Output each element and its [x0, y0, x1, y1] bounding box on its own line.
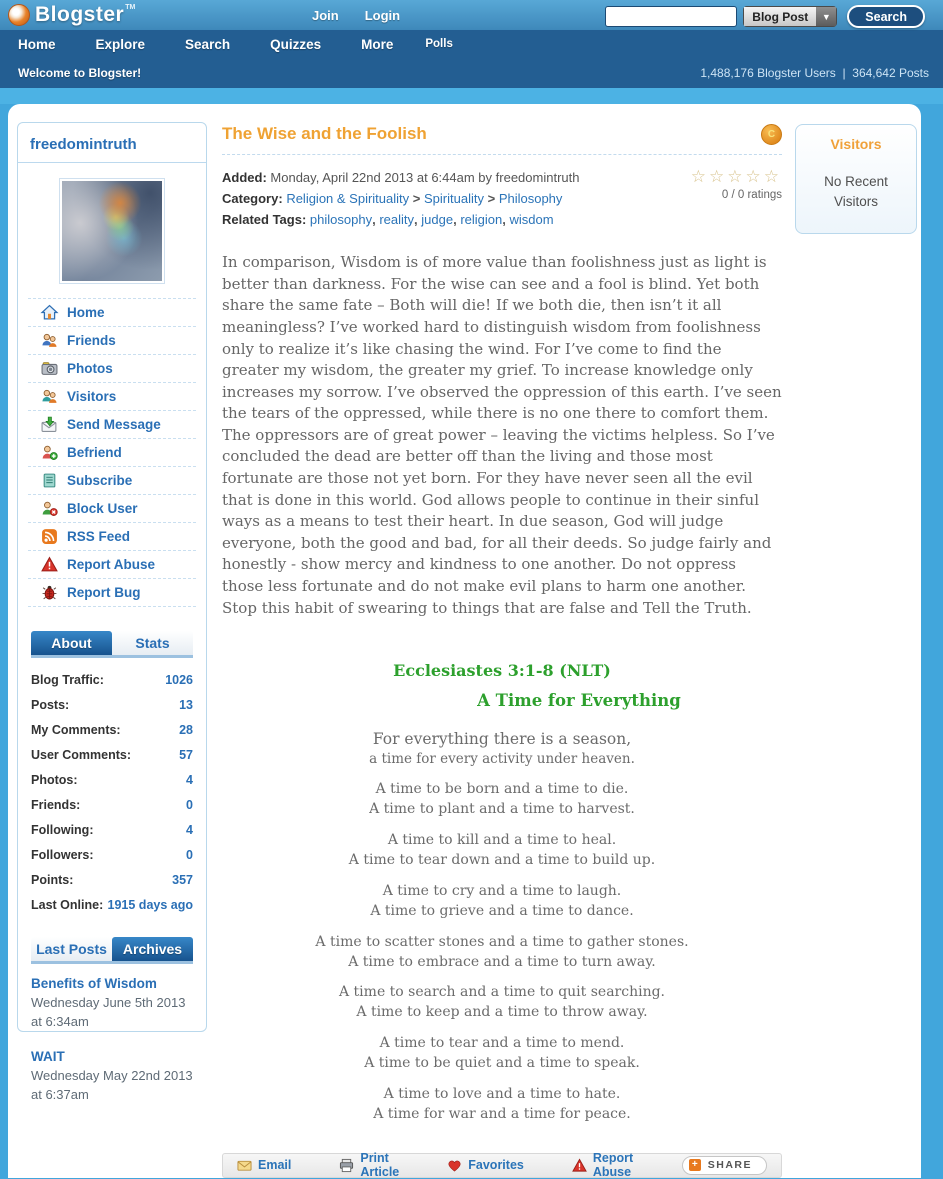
stat-label: Followers:: [31, 847, 94, 862]
sidebar-item-subscribe[interactable]: [28, 467, 196, 495]
heart-icon: [447, 1158, 462, 1173]
sidebar-item-friends[interactable]: [28, 327, 196, 355]
stat-label: Photos:: [31, 772, 78, 787]
poem-line: A time to be quiet and a time to speak.: [364, 1055, 640, 1072]
stat-label: Points:: [31, 872, 74, 887]
list-item: [31, 1049, 193, 1105]
report-abuse-icon: [572, 1158, 587, 1173]
blogster-logo-text: Blogster: [35, 3, 125, 26]
list-item: [31, 976, 193, 1032]
nav-polls[interactable]: Polls: [425, 38, 453, 50]
stat-row-photos: [31, 767, 193, 792]
sidebar-item-visitors[interactable]: [28, 383, 196, 411]
poem-stanza: [222, 933, 782, 973]
printer-icon: [339, 1158, 354, 1173]
site-stats: [700, 66, 929, 80]
stat-row-posts: [31, 692, 193, 717]
stat-label: Following:: [31, 822, 94, 837]
post-action-bar: [222, 1153, 782, 1178]
category-link[interactable]: Religion & Spirituality: [286, 191, 410, 207]
visitors-icon: [41, 388, 58, 405]
poem-line: A time for war and a time for peace.: [373, 1105, 631, 1122]
sidebar-item-label: Block User: [67, 501, 138, 516]
tag-separator: ,: [502, 212, 506, 228]
nav-quizzes[interactable]: Quizzes: [270, 36, 322, 52]
poem-line: A time to cry and a time to laugh.: [382, 882, 622, 899]
post-meta: [222, 167, 782, 230]
sidebar-item-label: Friends: [67, 333, 116, 348]
sidebar-item-send-message[interactable]: [28, 411, 196, 439]
report-abuse-icon: [41, 556, 58, 573]
sidebar-item-label: Photos: [67, 361, 113, 376]
added-line: [222, 167, 579, 188]
poem-line: A time to search and a time to quit searching.: [339, 984, 665, 1001]
stat-value: 0: [186, 847, 193, 862]
stat-value: 4: [186, 772, 193, 787]
stat-value: 1026: [165, 672, 193, 687]
tag-link[interactable]: reality: [379, 212, 414, 228]
search-input[interactable]: [605, 6, 737, 27]
last-posts-list: [31, 976, 193, 1104]
stat-value: 57: [179, 747, 193, 762]
tag-link[interactable]: wisdom: [509, 212, 554, 228]
stat-value: 0: [186, 797, 193, 812]
rating-box: [691, 167, 782, 230]
nav-row: [0, 30, 943, 58]
report-bug-icon: [41, 584, 58, 601]
sidebar-item-label: Report Bug: [67, 585, 141, 600]
stat-label: Friends:: [31, 797, 81, 812]
scripture-subheading: A Time for Everything: [477, 691, 681, 711]
sidebar-item-label: Befriend: [67, 445, 122, 460]
chevron-down-icon[interactable]: ▼: [816, 7, 836, 26]
poem-line: A time to keep and a time to throw away.: [356, 1004, 648, 1021]
category-link[interactable]: Philosophy: [498, 191, 563, 207]
poem-line: A time to embrace and a time to turn away.: [348, 953, 656, 970]
tag-link[interactable]: judge: [421, 212, 454, 228]
header-accent-strip: [0, 88, 943, 104]
tab-stats[interactable]: Stats: [112, 631, 193, 655]
poem-line: For everything there is a season,: [372, 730, 632, 749]
blogster-logo-icon: [8, 4, 30, 26]
last-post-title[interactable]: Benefits of Wisdom: [31, 976, 157, 991]
stat-label: My Comments:: [31, 722, 121, 737]
welcome-message: Welcome to Blogster!: [18, 66, 142, 80]
last-post-title[interactable]: WAIT: [31, 1048, 65, 1064]
post-meta-lines: [222, 167, 579, 230]
star-icon[interactable]: ☆: [690, 167, 709, 186]
nav-explore[interactable]: Explore: [95, 36, 146, 52]
stat-value: 4: [186, 822, 193, 837]
sidebar-item-label: Visitors: [67, 389, 117, 404]
trademark-label: TM: [125, 4, 136, 11]
sidebar-item-label: Home: [67, 305, 105, 320]
poem-line: A time to tear and a time to mend.: [379, 1035, 625, 1052]
post-title-row: [222, 124, 782, 155]
poem-line: A time to tear down and a time to build up.: [348, 852, 656, 869]
blog-post-main: [222, 122, 782, 1178]
share-label: SHARE: [707, 1159, 752, 1172]
blogster-logo[interactable]: [0, 2, 135, 28]
tab-archives[interactable]: Archives: [112, 937, 193, 961]
stat-label: Blog Traffic:: [31, 672, 104, 687]
home-icon: [41, 304, 58, 321]
category-separator: >: [412, 191, 421, 207]
poem-stanza: [222, 1034, 782, 1074]
rss-icon: [41, 528, 58, 545]
comments-badge-icon[interactable]: C: [761, 124, 782, 145]
star-icon[interactable]: ☆: [763, 167, 782, 186]
poem-line: A time to scatter stones and a time to gather stones.: [315, 933, 689, 950]
nav-more[interactable]: More: [361, 36, 394, 52]
stat-label: Last Online:: [31, 897, 104, 912]
stat-row-points: [31, 867, 193, 892]
nav-search[interactable]: Search: [185, 36, 231, 52]
scripture-heading: Ecclesiastes 3:1-8 (NLT): [393, 661, 611, 681]
tag-link[interactable]: philosophy: [309, 212, 373, 228]
poem-stanza: [222, 780, 782, 820]
stat-label: Posts:: [31, 697, 70, 712]
poem-line: a time for every activity under heaven.: [369, 751, 635, 768]
profile-username: freedomintruth: [18, 123, 206, 163]
email-button[interactable]: [237, 1158, 291, 1173]
tab-about[interactable]: About: [31, 631, 112, 655]
share-button[interactable]: [682, 1156, 767, 1175]
tag-separator: ,: [414, 212, 418, 228]
site-stats-separator: |: [842, 66, 846, 80]
right-column: [782, 122, 917, 1178]
poem-stanza: [222, 831, 782, 871]
subscribe-icon: [41, 472, 58, 489]
tag-link[interactable]: religion: [460, 212, 503, 228]
rating-stars[interactable]: [691, 167, 782, 187]
avatar-frame: [59, 178, 165, 284]
header-search-controls: [605, 5, 925, 28]
photos-icon: [41, 360, 58, 377]
auth-links: [312, 0, 400, 30]
star-icon[interactable]: ☆: [727, 167, 746, 186]
added-value: Monday, April 22nd 2013 at 6:44am by freedomintruth: [270, 170, 580, 185]
report-abuse-label: Report Abuse: [592, 1151, 634, 1179]
search-button[interactable]: Search: [847, 5, 925, 28]
sidebar-item-label: RSS Feed: [67, 529, 131, 544]
favorites-label: Favorites: [468, 1158, 524, 1173]
stat-row-following: [31, 817, 193, 842]
stat-value: 28: [179, 722, 193, 737]
stat-row-friends: [31, 792, 193, 817]
befriend-icon: [41, 444, 58, 461]
category-link[interactable]: Spirituality: [424, 191, 484, 207]
stat-row-blog-traffic: [31, 667, 193, 692]
page-title: The Wise and the Foolish: [222, 124, 427, 143]
poem-stanza: [222, 882, 782, 922]
category-separator: >: [487, 191, 496, 207]
sidebar-item-label: Send Message: [67, 417, 161, 432]
stat-value: 357: [172, 872, 193, 887]
tags-line: [222, 209, 579, 230]
join-link[interactable]: Join: [312, 7, 339, 23]
share-plus-icon: +: [689, 1159, 701, 1171]
sidebar-item-home[interactable]: [28, 298, 196, 327]
poem-line: A time to kill and a time to heal.: [387, 832, 617, 849]
sidebar-item-report-abuse[interactable]: [28, 551, 196, 579]
email-icon: [237, 1158, 252, 1173]
profile-sidebar: [17, 122, 207, 1102]
favorites-button[interactable]: [447, 1158, 524, 1173]
poem-stanza: [222, 728, 782, 769]
avatar[interactable]: [62, 181, 162, 281]
profile-menu: [18, 298, 206, 611]
friends-icon: [41, 332, 58, 349]
star-icon[interactable]: ☆: [709, 167, 728, 186]
poem-stanza: [222, 1085, 782, 1125]
poem-line: A time to plant and a time to harvest.: [369, 801, 635, 818]
stat-row-followers: [31, 842, 193, 867]
tag-separator: ,: [372, 212, 376, 228]
sidebar-item-label: Report Abuse: [67, 557, 156, 572]
sidebar-item-rss-feed[interactable]: [28, 523, 196, 551]
added-label: Added:: [222, 170, 267, 185]
stat-value: 1915 days ago: [107, 897, 193, 912]
tags-label: Related Tags:: [222, 212, 307, 228]
visitors-empty-message: No Recent Visitors: [824, 174, 888, 210]
sidebar-item-befriend[interactable]: [28, 439, 196, 467]
nav-home[interactable]: Home: [18, 36, 56, 52]
search-category-value: Blog Post: [744, 7, 816, 26]
stat-label: User Comments:: [31, 747, 132, 762]
category-line: [222, 188, 579, 209]
posts-archives-tabs: [31, 937, 193, 964]
category-label: Category:: [222, 191, 283, 207]
stat-row-my-comments: [31, 717, 193, 742]
poem-line: A time to grieve and a time to dance.: [370, 902, 634, 919]
blog-stats-table: [31, 667, 193, 917]
search-category-dropdown[interactable]: [743, 6, 837, 27]
email-label: Email: [258, 1158, 292, 1173]
site-users-count: 1,488,176 Blogster Users: [700, 66, 836, 80]
sidebar-item-report-bug[interactable]: [28, 579, 196, 607]
site-posts-count: 364,642 Posts: [852, 66, 929, 80]
content-area: [8, 104, 921, 1178]
stat-value: 13: [179, 697, 193, 712]
stat-row-user-comments: [31, 742, 193, 767]
send-message-icon: [41, 416, 58, 433]
report-abuse-button[interactable]: [572, 1151, 634, 1179]
poem: [222, 728, 782, 1124]
tag-separator: ,: [453, 212, 457, 228]
stat-row-last-online: [31, 892, 193, 917]
star-icon[interactable]: ☆: [745, 167, 764, 186]
print-article-button[interactable]: [339, 1151, 399, 1179]
poem-stanza: [222, 983, 782, 1023]
visitors-box: [795, 124, 917, 234]
last-post-date: Wednesday June 5th 2013 at 6:34am: [31, 995, 186, 1029]
last-post-date: Wednesday May 22nd 2013 at 6:37am: [31, 1067, 193, 1102]
sidebar-item-block-user[interactable]: [28, 495, 196, 523]
sidebar-item-photos[interactable]: [28, 355, 196, 383]
rating-count: 0 / 0 ratings: [721, 189, 782, 201]
sidebar-item-label: Subscribe: [67, 473, 133, 488]
print-article-label: Print Article: [360, 1151, 400, 1179]
about-stats-tabs: [31, 631, 193, 658]
poem-line: A time to love and a time to hate.: [383, 1085, 621, 1102]
poem-line: A time to be born and a time to die.: [375, 781, 629, 798]
post-body: In comparison, Wisdom is of more value than foolishness just as light is better than darkness. For the wise can see and a fool is blind. Yet both share the same fate – Both will die! If we both die, then isn’t it all meaningless? I’ve worked hard to distinguish wisdom from foolishness only to realize it’s like chasing the wind. For I’ve come to find the greater my wisdom, the greater my grief. To increase knowledge only increases my sorrow. I’ve observed the oppression of this earth. I’ve seen the tears of the oppressed, while there is no one there to comfort them. The oppressors are of great power – leaving the victims helpless. So I’ve concluded the dead are better off than the living and those most fortunate are those not yet born. For they have never seen all the evil that is done in this world. God allows people to continue in their sinful ways as a means to test their heart. In due season, God will judge everyone, both the good and bad, for all their deeds. So judge fairly and honestly - show mercy and kindness to one another. Do not oppress those less fortunate and do not make evil plans to harm one another. Stop this habit of swearing to things that are false and Tell the Truth.: [222, 253, 782, 617]
block-user-icon: [41, 500, 58, 517]
visitors-title: Visitors: [830, 136, 882, 152]
tab-last-posts[interactable]: Last Posts: [31, 937, 112, 961]
login-link[interactable]: Login: [364, 7, 401, 23]
